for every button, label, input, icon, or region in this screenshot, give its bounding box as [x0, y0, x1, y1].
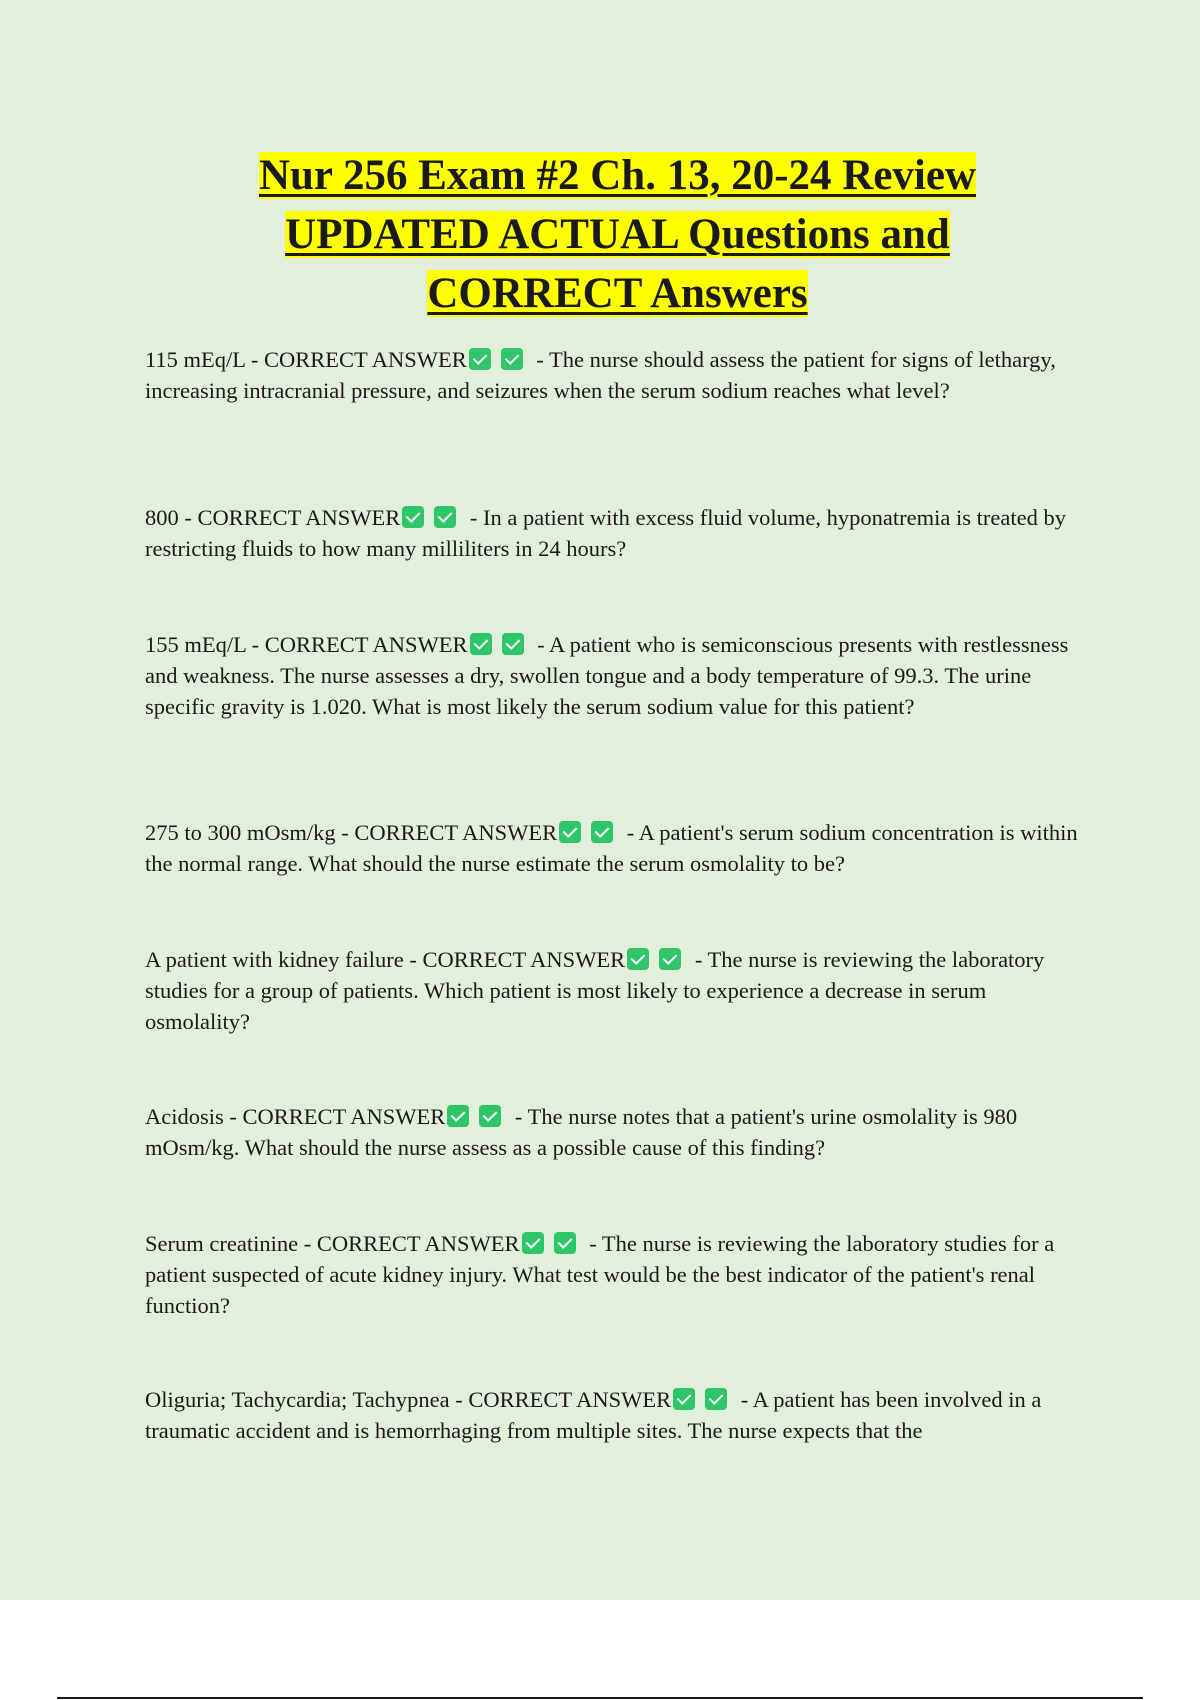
check-mark-icon: [402, 506, 424, 528]
qa-entry: [145, 629, 1080, 722]
correct-answer-label: CORRECT ANSWER: [316, 1231, 520, 1256]
separator: -: [246, 632, 265, 657]
correct-answer-label: CORRECT ANSWER: [242, 1104, 446, 1129]
qa-entry: [145, 1384, 1080, 1446]
correct-answer-label: CORRECT ANSWER: [197, 505, 401, 530]
footer-rule: [57, 1697, 1143, 1699]
separator: -: [735, 1387, 753, 1412]
check-mark-icon: [479, 1105, 501, 1127]
answer-text: Serum creatinine: [145, 1231, 299, 1256]
correct-answer-label: CORRECT ANSWER: [264, 632, 468, 657]
document-title: [130, 146, 1105, 323]
correct-answer-label: CORRECT ANSWER: [263, 347, 467, 372]
check-mark-icon: [659, 948, 681, 970]
check-mark-icon: [470, 633, 492, 655]
separator: -: [464, 505, 483, 530]
separator: -: [298, 1231, 317, 1256]
check-mark-icon: [627, 948, 649, 970]
separator: -: [621, 820, 639, 845]
separator: -: [689, 947, 708, 972]
check-mark-icon: [434, 506, 456, 528]
separator: -: [583, 1231, 602, 1256]
question-text: In a patient with excess fluid volume, hyponatremia is treated by restricting fluids to how many milliliters in 24 hours?: [145, 505, 1066, 561]
answer-text: 275 to 300 mOsm/kg: [145, 820, 336, 845]
separator: -: [509, 1104, 528, 1129]
answer-text: Acidosis: [145, 1104, 224, 1129]
check-mark-icon: [673, 1388, 695, 1410]
question-text: A patient's serum sodium concentration is within the normal range. What should the nurse estimate the serum osmolality to be?: [145, 820, 1078, 876]
answer-text: 155 mEq/L: [145, 632, 247, 657]
question-text: The nurse notes that a patient's urine osmolality is 980 mOsm/kg. What should the nurse assess as a possible cause of this finding?: [145, 1104, 1018, 1160]
check-mark-icon: [502, 633, 524, 655]
check-mark-icon: [501, 348, 523, 370]
answer-text: A patient with kidney failure: [145, 947, 404, 972]
correct-answer-label: CORRECT ANSWER: [422, 947, 626, 972]
separator: -: [530, 347, 550, 372]
answer-text: 115 mEq/L: [145, 347, 246, 372]
qa-entry: [145, 1101, 1080, 1163]
check-mark-icon: [469, 348, 491, 370]
qa-entry: [145, 944, 1080, 1037]
check-mark-icon: [591, 821, 613, 843]
separator: -: [245, 347, 264, 372]
question-text: The nurse is reviewing the laboratory studies for a group of patients. Which patient is most likely to experience a decrease in serum osmolality?: [145, 947, 1045, 1034]
qa-entry: [145, 344, 1080, 406]
correct-answer-label: CORRECT ANSWER: [468, 1387, 672, 1412]
question-text: The nurse is reviewing the laboratory studies for a patient suspected of acute kidney injury. What test would be the best indicator of the patient's renal function?: [145, 1231, 1055, 1318]
check-mark-icon: [554, 1232, 576, 1254]
separator: -: [531, 632, 550, 657]
title-line: UPDATED ACTUAL Questions and: [285, 211, 950, 258]
correct-answer-label: CORRECT ANSWER: [354, 820, 558, 845]
separator: -: [335, 820, 355, 845]
answer-text: Oliguria; Tachycardia; Tachypnea: [145, 1387, 450, 1412]
question-text: A patient who is semiconscious presents with restlessness and weakness. The nurse assesses a dry, swollen tongue and a body temperature of 99.3. The urine specific gravity is 1.020. What is most likely the serum sodium value for this patient?: [145, 632, 1069, 719]
qa-entry: [145, 502, 1080, 564]
check-mark-icon: [447, 1105, 469, 1127]
qa-entry: [145, 817, 1080, 879]
question-text: A patient has been involved in a traumatic accident and is hemorrhaging from multiple sites. The nurse expects that the: [145, 1387, 1042, 1443]
check-mark-icon: [559, 821, 581, 843]
title-line: Nur 256 Exam #2 Ch. 13, 20-24 Review: [258, 152, 977, 199]
qa-entry: [145, 1228, 1080, 1321]
check-mark-icon: [705, 1388, 727, 1410]
separator: -: [223, 1104, 243, 1129]
question-text: The nurse should assess the patient for signs of lethargy, increasing intracranial pressure, and seizures when the serum sodium reaches what level?: [145, 347, 1056, 403]
separator: -: [449, 1387, 469, 1412]
answer-text: 800: [145, 505, 179, 530]
separator: -: [403, 947, 423, 972]
separator: -: [178, 505, 198, 530]
title-line: CORRECT Answers: [427, 270, 808, 317]
check-mark-icon: [522, 1232, 544, 1254]
